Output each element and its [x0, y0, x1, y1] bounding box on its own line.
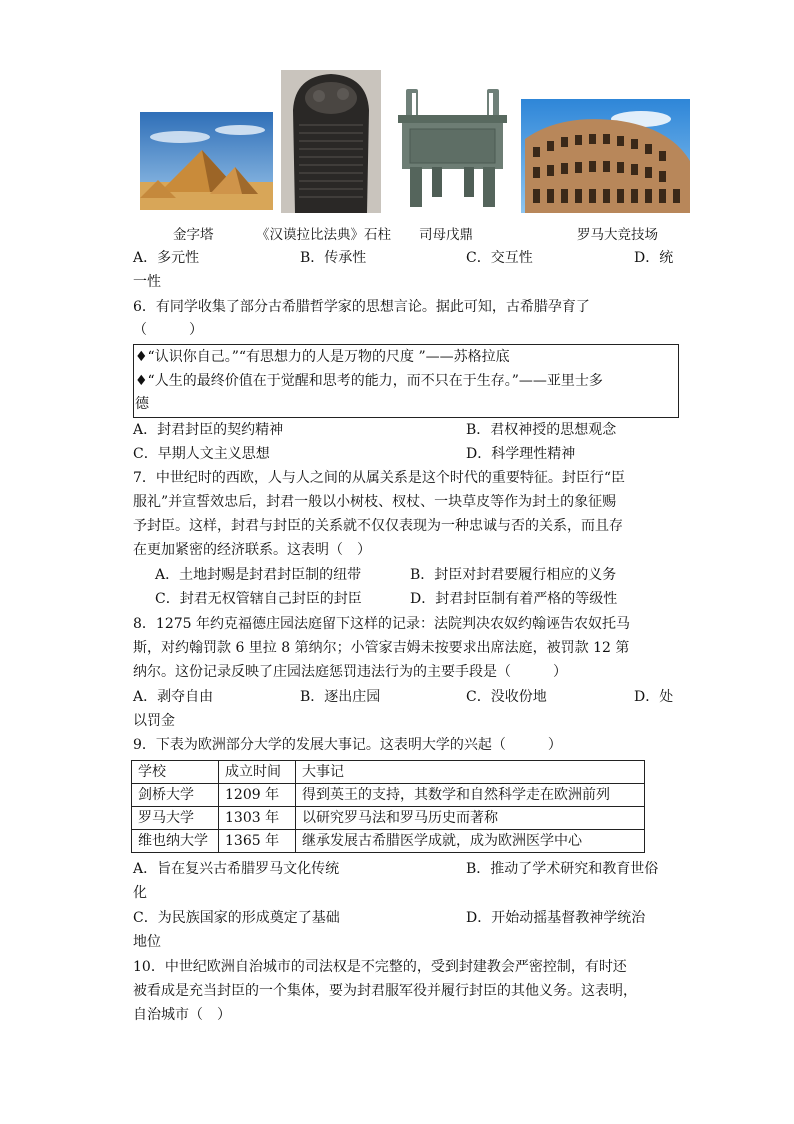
q5-option-b[interactable]: B．传承性 — [300, 250, 367, 266]
q10-stem-line2: 被看成是充当封臣的一个集体，要为封君服军役并履行封臣的其他义务。这表明， — [133, 983, 637, 999]
caption-colosseum: 罗马大竞技场 — [577, 227, 658, 243]
q10-stem-line1: 10．中世纪欧洲自治城市的司法权是不完整的，受到封建教会严密控制，有时还 — [133, 959, 627, 975]
q6-stem: 6．有同学收集了部分古希腊哲学家的思想言论。据此可知，古希腊孕育了 — [133, 299, 590, 315]
q7-stem-line4: 在更加紧密的经济联系。这表明（ ） — [133, 542, 371, 558]
table-cell: 1303 年 — [219, 807, 296, 830]
q9-option-d[interactable]: D．开始动摇基督教神学统治 — [466, 910, 646, 926]
q6-stem-blank: （ ） — [133, 322, 203, 338]
caption-pyramids: 金字塔 — [173, 227, 214, 243]
table-row — [132, 784, 645, 807]
q9-option-b-cont: 化 — [133, 885, 147, 901]
table-cell: 得到英王的支持，其数学和自然科学走在欧洲前列 — [296, 784, 645, 807]
q5-option-a[interactable]: A．多元性 — [133, 250, 200, 266]
caption-ding: 司母戊鼎 — [419, 227, 473, 243]
table-header-row — [132, 761, 645, 784]
q6-option-c[interactable]: C．早期人文主义思想 — [133, 446, 270, 462]
q8-stem-line2: 斯，对约翰罚款 6 里拉 8 第纳尔；小管家吉姆未按要求出席法庭，被罚款 12 第 — [133, 640, 630, 656]
q5-option-d[interactable]: D．统 — [634, 250, 674, 266]
q8-stem-line1: 8．1275 年约克福德庄园法庭留下这样的记录：法院判决农奴约翰诬告农奴托马 — [133, 616, 630, 632]
table-cell: 以研究罗马法和罗马历史而著称 — [296, 807, 645, 830]
table-row — [132, 830, 645, 853]
q9-option-a[interactable]: A．旨在复兴古希腊罗马文化传统 — [133, 861, 340, 877]
q6-option-b[interactable]: B．君权神授的思想观念 — [466, 422, 617, 438]
q6-quote-aristotle-cont: 德 — [135, 396, 149, 412]
pyramids-image — [140, 112, 273, 210]
q6-quote-socrates: ♦“认识你自己。”“有思想力的人是万物的尺度 ”——苏格拉底 — [135, 349, 510, 365]
q6-option-d[interactable]: D．科学理性精神 — [466, 446, 576, 462]
q7-stem-line2: 服礼”并宣誓效忠后，封君一般以小树枝、杈杖、一块草皮等作为封土的象征赐 — [133, 494, 617, 510]
table-cell: 罗马大学 — [132, 807, 219, 830]
q8-option-a[interactable]: A．剥夺自由 — [133, 689, 214, 705]
table-cell: 1365 年 — [219, 830, 296, 853]
q7-option-a[interactable]: A．土地封赐是封君封臣制的纽带 — [155, 567, 362, 583]
q9-stem: 9．下表为欧洲部分大学的发展大事记。这表明大学的兴起（ ） — [133, 737, 562, 753]
table-header-cell: 学校 — [132, 761, 219, 784]
table-cell: 维也纳大学 — [132, 830, 219, 853]
q8-stem-line3: 纳尔。这份记录反映了庄园法庭惩罚违法行为的主要手段是（ ） — [133, 664, 567, 680]
table-row — [132, 807, 645, 830]
q10-stem-line3: 自治城市（ ） — [133, 1007, 231, 1023]
q5-option-d-cont: 一性 — [133, 274, 161, 290]
q8-option-d-cont: 以罚金 — [133, 713, 175, 729]
table-cell: 1209 年 — [219, 784, 296, 807]
colosseum-image — [521, 99, 690, 213]
table-cell: 剑桥大学 — [132, 784, 219, 807]
q9-option-b[interactable]: B．推动了学术研究和教育世俗 — [466, 861, 659, 877]
table-cell: 继承发展古希腊医学成就，成为欧洲医学中心 — [296, 830, 645, 853]
caption-hammurabi: 《汉谟拉比法典》石柱 — [256, 227, 391, 243]
q7-option-b[interactable]: B．封臣对封君要履行相应的义务 — [410, 567, 617, 583]
q9-option-c[interactable]: C．为民族国家的形成奠定了基础 — [133, 910, 340, 926]
q7-stem-line1: 7．中世纪时的西欧，人与人之间的从属关系是这个时代的重要特征。封臣行“臣 — [133, 470, 626, 486]
q8-option-b[interactable]: B．逐出庄园 — [300, 689, 381, 705]
table-header-cell: 成立时间 — [219, 761, 296, 784]
hammurabi-stele-image — [281, 70, 381, 213]
q6-option-a[interactable]: A．封君封臣的契约精神 — [133, 422, 284, 438]
q6-quote-aristotle: ♦“人生的最终价值在于觉醒和思考的能力，而不只在于生存。”——亚里士多 — [135, 373, 603, 389]
q8-option-d[interactable]: D．处 — [634, 689, 674, 705]
q7-stem-line3: 予封臣。这样，封君与封臣的关系就不仅仅表现为一种忠诚与否的关系，而且存 — [133, 518, 623, 534]
simuwu-ding-image — [392, 87, 513, 212]
q7-option-d[interactable]: D．封君封臣制有着严格的等级性 — [410, 591, 618, 607]
table-header-cell: 大事记 — [296, 761, 645, 784]
q8-option-c[interactable]: C．没收份地 — [466, 689, 547, 705]
university-table — [131, 760, 645, 853]
q5-option-c[interactable]: C．交互性 — [466, 250, 533, 266]
q9-option-d-cont: 地位 — [133, 934, 161, 950]
q7-option-c[interactable]: C．封君无权管辖自己封臣的封臣 — [155, 591, 362, 607]
